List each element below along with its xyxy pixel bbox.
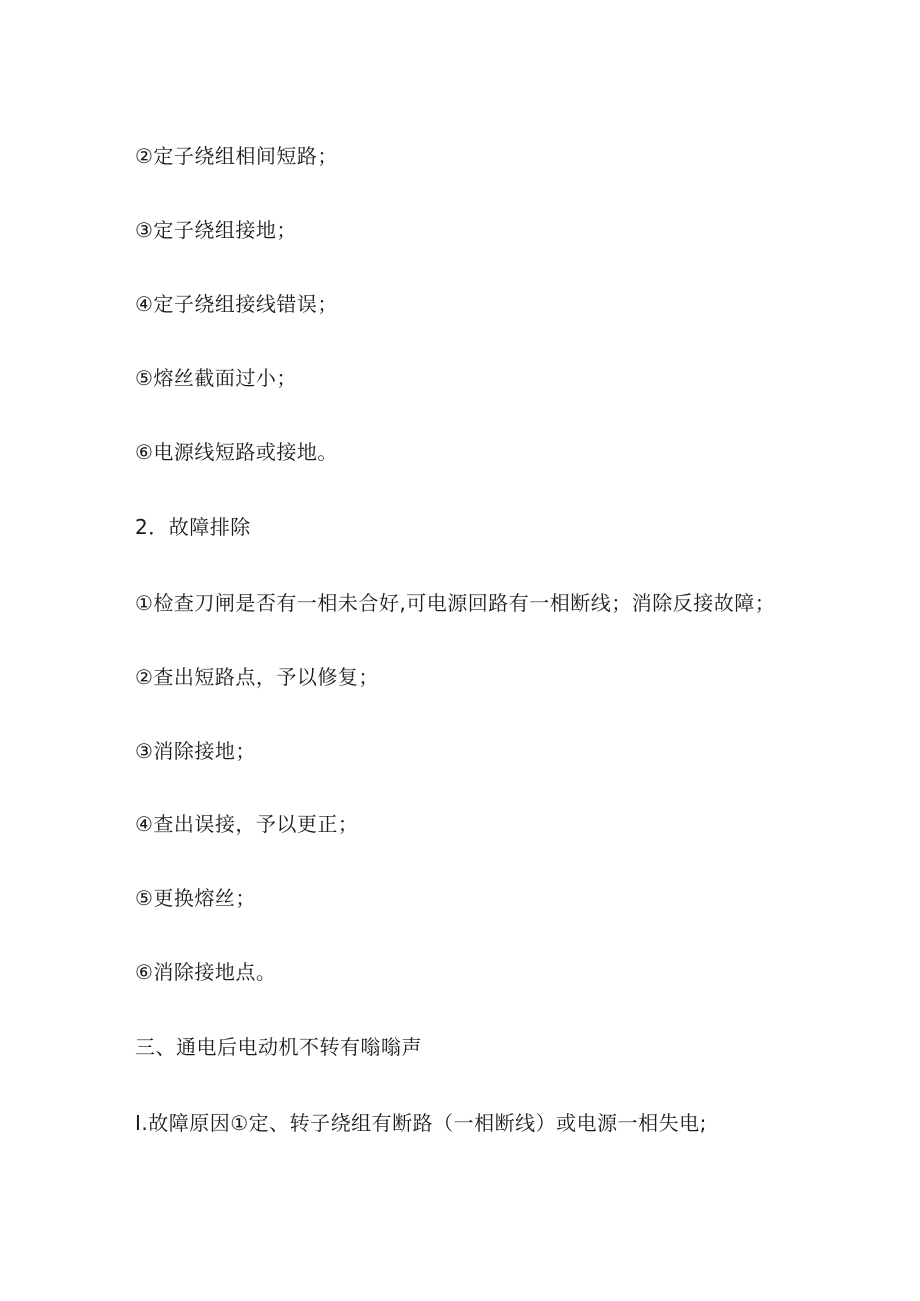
section-heading-troubleshooting: 2．故障排除 [135,515,251,539]
text-line-check-switch: ①检查刀闸是否有一相未合好,可电源回路有一相断线；消除反接故障； [135,591,776,615]
text-line-stator-ground: ③定子绕组接地； [135,218,297,242]
text-line-fault-cause: I.故障原因①定、转子绕组有断路（一相断线）或电源一相失电; [135,1111,707,1135]
text-line-stator-wiring-error: ④定子绕组接线错误； [135,292,338,316]
text-line-remove-ground-point: ⑥消除接地点。 [135,960,277,984]
text-line-fuse-too-small: ⑤熔丝截面过小； [135,366,297,390]
text-line-replace-fuse: ⑤更换熔丝； [135,886,256,910]
text-line-power-line-short: ⑥电源线短路或接地。 [135,440,338,464]
text-line-find-short: ②查出短路点，予以修复； [135,665,379,689]
text-line-correct-wiring: ④查出误接，予以更正； [135,812,359,836]
text-line-stator-phase-short: ②定子绕组相间短路； [135,144,338,168]
text-line-remove-ground: ③消除接地； [135,739,256,763]
section-heading-motor-hum: 三、通电后电动机不转有嗡嗡声 [135,1035,422,1059]
